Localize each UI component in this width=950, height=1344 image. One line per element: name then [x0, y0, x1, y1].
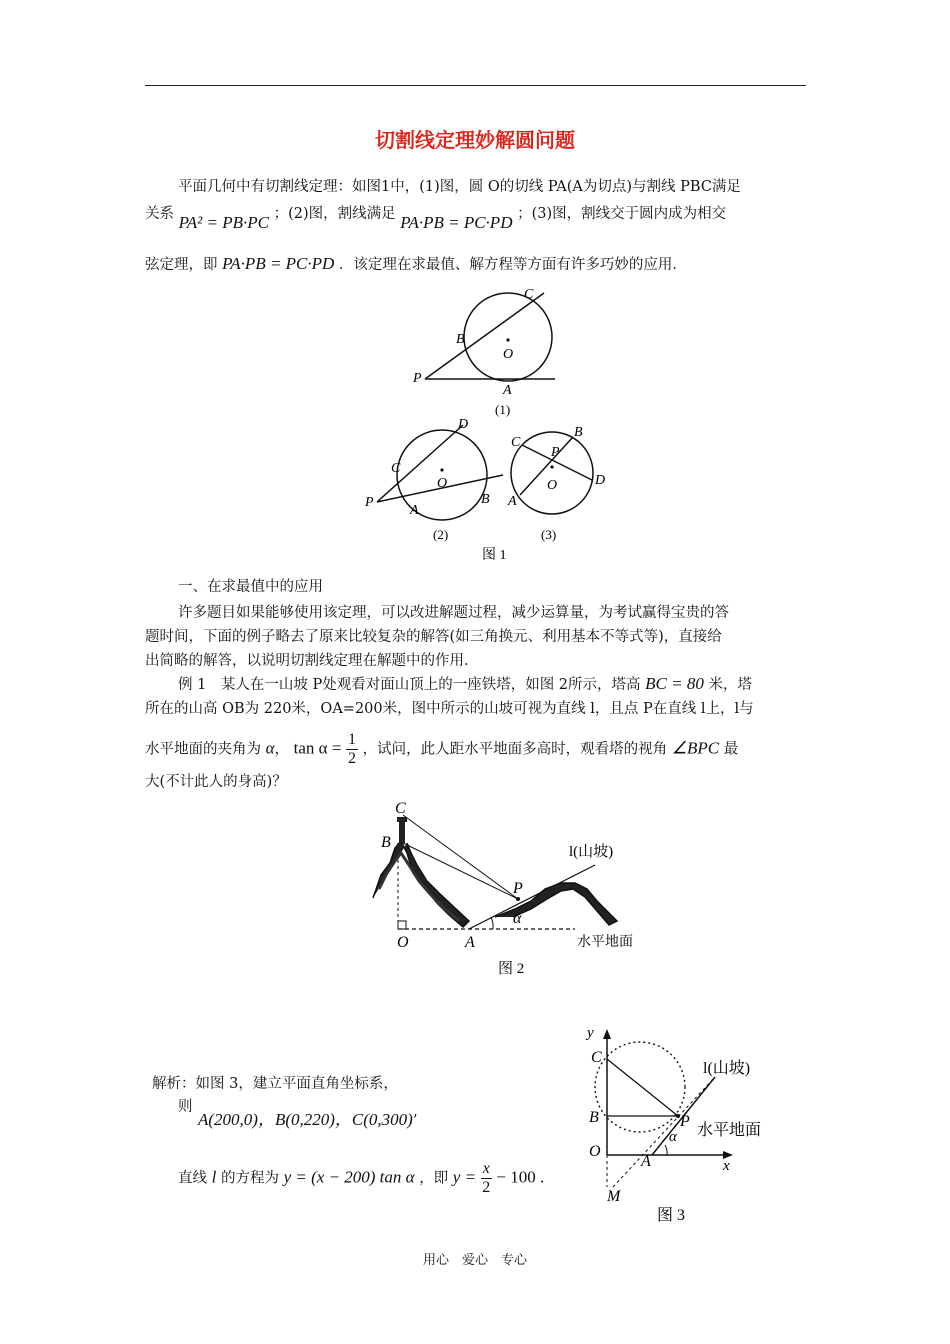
fig1-label-B1: B: [456, 332, 465, 347]
fig3-label-y: y: [587, 1025, 594, 1041]
intro-application: ．该定理在求最值、解方程等方面有许多巧妙的应用．: [338, 257, 687, 273]
eq-angle-bpc: ∠BPC: [671, 738, 720, 758]
figure-1-3-diagram: [507, 425, 605, 514]
section-p3: 出简略的解答，以说明切割线定理在解题中的作用．: [145, 653, 479, 669]
fraction-x-over-2: [481, 1160, 492, 1197]
fig2-label-A: A: [465, 934, 475, 951]
fig3-alpha: α: [669, 1129, 677, 1145]
solution-line-3: [178, 1160, 544, 1197]
solution-line-word: 直线: [178, 1170, 207, 1187]
alpha-symbol: α: [265, 738, 275, 758]
fig1-label-C2: C: [391, 461, 401, 476]
fig1-label-P1: P: [413, 371, 422, 386]
intro-line-2: [145, 203, 727, 232]
eq-tan: tan α =: [293, 738, 342, 758]
example-line-2: 所在的山高 OB为 220米，OA=200米，图中所示的山坡可视为直线 l，且点 P在直线 l上，l与: [145, 701, 754, 717]
fig1-caption: 图 1: [482, 548, 507, 563]
eq-bc: BC = 80: [645, 674, 704, 693]
figure-1-1-diagram: [412, 287, 555, 398]
fig3-label-x: x: [723, 1158, 730, 1174]
line-l-symbol: l: [211, 1167, 217, 1187]
fig1-label-B3: B: [574, 425, 583, 440]
eq-coordinates: A(200,0)，B(0,220)，C(0,300): [198, 1110, 413, 1129]
fraction-2: 2: [482, 1179, 491, 1196]
solution-then: 则: [178, 1099, 193, 1115]
eq-line-tan: y = (x − 200) tan α: [283, 1167, 415, 1187]
eq-intersecting-chords: PA·PB = PC·PD: [222, 254, 335, 273]
fig3-label-B: B: [589, 1109, 599, 1126]
fig2-caption: 图 2: [498, 961, 525, 977]
example-angle-text: 水平地面的夹角为: [145, 741, 261, 758]
eq-y: y =: [452, 1167, 477, 1187]
solution-coords: A(200,0)，B(0,220)，C(0,300)’: [198, 1110, 418, 1129]
figure-2: [365, 793, 655, 983]
fig1-label-D2: D: [458, 417, 469, 432]
fig3-ground-label: 水平地面: [697, 1122, 762, 1139]
fig3-label-A: A: [641, 1153, 651, 1170]
example-line-4: 大(不计此人的身高)？: [145, 774, 287, 790]
fig1-sub-3: (3): [541, 527, 557, 542]
fig1-label-P3: P: [551, 445, 560, 460]
fig1-label-A1: A: [503, 383, 512, 398]
fraction-denominator: 2: [348, 750, 357, 767]
fig3-label-O: O: [589, 1143, 601, 1160]
figure-1-2-diagram: [364, 417, 503, 520]
example-max: 最: [723, 741, 739, 758]
intro-chord: 弦定理，即: [145, 257, 218, 273]
page-footer: 用心 爱心 专心: [422, 1253, 527, 1268]
eq-tangent-secant: PA² = PB·PC: [178, 213, 269, 232]
example-question: ，试问，此人距水平地面多高时，观看塔的视角: [362, 741, 668, 758]
fraction-half: [346, 731, 358, 768]
fig1-sub-1: (1): [495, 402, 511, 417]
solution-line-1: 解析：如图 3，建立平面直角坐标系，: [152, 1076, 398, 1092]
fig3-label-C: C: [591, 1049, 602, 1066]
fig2-label-P: P: [513, 880, 523, 897]
fig1-label-O3: O: [547, 478, 558, 493]
solution-equation-word: 的方程为: [220, 1170, 279, 1187]
fraction-numerator: 1: [348, 731, 357, 748]
section-p2: 题时间，下面的例子略去了原来比较复杂的解答(如三角换元、利用基本不等式等)，直接给: [145, 629, 722, 645]
fig1-label-B2: B: [481, 492, 490, 507]
fraction-x: x: [482, 1160, 490, 1177]
example-intro: 例 1 某人在一山坡 P处观看对面山顶上的一座铁塔，如图 2所示，塔高: [178, 677, 641, 693]
page-title: 切割线定理妙解圆问题: [375, 128, 575, 152]
intro-line-3: [145, 254, 687, 275]
fig2-ground-label: 水平地面: [577, 935, 633, 950]
fig1-label-A2: A: [410, 503, 419, 518]
figure-1: [355, 280, 615, 570]
fig1-label-P2: P: [365, 495, 374, 510]
eq-two-secants: PA·PB = PC·PD: [400, 213, 513, 232]
fig1-label-A3: A: [508, 494, 517, 509]
example-meter: 米，塔: [708, 677, 752, 693]
example-line-1: [178, 674, 752, 695]
fig3-label-M: M: [607, 1188, 621, 1205]
fig3-label-P: P: [680, 1113, 690, 1130]
section-p1: 许多题目如果能够使用该定理，可以改进解题过程，减少运算量，为考试赢得宝贵的答: [178, 605, 729, 621]
fig1-sub-2: (2): [433, 527, 449, 542]
fig1-label-C3: C: [511, 435, 521, 450]
figure-3: [585, 1025, 795, 1230]
intro-case3: ；(3)图，割线交于圆内成为相交: [517, 206, 727, 222]
fig2-label-C: C: [395, 800, 406, 817]
example-line-3: 水平地面的夹角为 α， tan α = $\frac{1}{2}$ ，试问，此人距水平地面多高时，观看塔的视角 ∠BPC 最: [145, 731, 739, 767]
fig2-alpha: α: [513, 910, 522, 927]
fig2-label-O: O: [397, 934, 409, 951]
intro-line-1: 平面几何中有切割线定理：如图1中，(1)图，圆 O的切线 PA(A为切点)与割线 PBC满足: [178, 179, 741, 195]
solution-namely: ，即: [419, 1170, 449, 1187]
fig1-label-O2: O: [437, 476, 448, 491]
section-heading: 一、在求最值中的应用: [178, 579, 323, 595]
intro-relation: 关系: [145, 206, 174, 222]
fig2-label-B: B: [381, 834, 391, 851]
fig1-label-O1: O: [503, 347, 514, 362]
fig1-label-D3: D: [595, 473, 606, 488]
intro-case2: ；(2)图，割线满足: [273, 206, 396, 222]
fig3-caption: 图 3: [657, 1207, 686, 1224]
header-rule: [145, 85, 806, 86]
eq-minus-100: − 100 .: [496, 1167, 545, 1187]
fig2-slope-label: l(山坡): [569, 844, 614, 860]
fig1-label-C1: C: [524, 287, 534, 302]
fig3-slope-label: l(山坡): [703, 1060, 751, 1077]
